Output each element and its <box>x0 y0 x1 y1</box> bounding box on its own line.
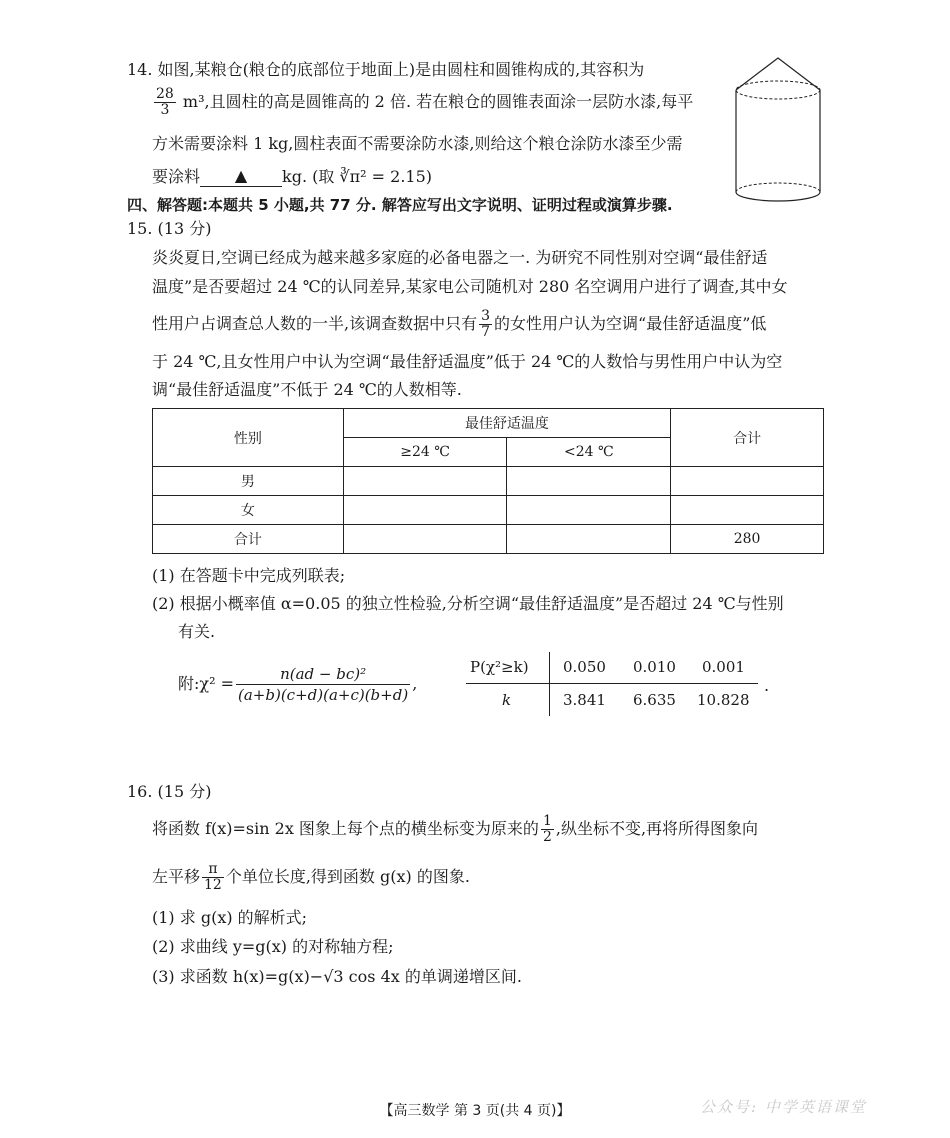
p-value-3: 0.001 <box>702 658 745 676</box>
q14-line2: $\frac{28}{3}$ m³,且圆柱的高是圆锥高的 2 倍. 若在粮仓的圆锥表面涂一层防水漆,每平 <box>156 86 694 118</box>
table-cell <box>671 496 824 525</box>
q15-paragraph-1: 炎炎夏日,空调已经成为越来越多家庭的必备电器之一. 为研究不同性别对空调“最佳舒适 <box>152 248 768 267</box>
k-value-2: 6.635 <box>633 691 676 709</box>
appendix-formula: 附:χ² = $\frac{\text{n(ad − bc)²}}{(a+b)(c+d)(a+c)(b+d)}$ , <box>178 665 418 704</box>
q16-fraction-half: $\frac{1}{2}$ <box>542 813 552 845</box>
table-cell <box>343 525 507 554</box>
ptable-k-label: k <box>502 691 512 709</box>
q14-line4: 要涂料 ▲ kg. (取 ∛π² = 2.15) <box>152 166 433 186</box>
q15-sub2-cont: 有关. <box>178 622 216 641</box>
q15-header: 15. (13 分) <box>127 219 212 238</box>
q16-sub2: (2) 求曲线 y=g(x) 的对称轴方程; <box>152 937 394 956</box>
table-cell <box>507 525 671 554</box>
q16-paragraph-1: 将函数 f(x)=sin 2x 图象上每个点的横坐标变为原来的 $\frac{1}{2}$ ,纵坐标不变,再将所得图象向 <box>152 813 759 845</box>
table-cell <box>343 496 507 525</box>
p-value-1: 0.050 <box>563 658 606 676</box>
table-row <box>153 496 824 525</box>
q16-paragraph-2: 左平移 $\frac{\pi}{12}$ 个单位长度,得到函数 g(x) 的图象. <box>152 861 470 893</box>
q15-fraction: $\frac{3}{7}$ <box>481 308 491 340</box>
q14-line1: 14. 如图,某粮仓(粮仓的底部位于地面上)是由圆柱和圆锥构成的,其容积为 <box>127 60 645 79</box>
ptable-hline <box>466 683 758 684</box>
header-ge-24: ≥24 ℃ <box>343 438 507 467</box>
header-gender: 性别 <box>153 409 344 467</box>
contingency-table <box>152 408 824 554</box>
q16-sub1: (1) 求 g(x) 的解析式; <box>152 908 308 927</box>
q15-paragraph-3: 性用户占调查总人数的一半,该调查数据中只有 $\frac{3}{7}$ 的女性用户认为空调“最佳舒适温度”低 <box>152 308 767 340</box>
q15-paragraph-4: 于 24 ℃,且女性用户中认为空调“最佳舒适温度”低于 24 ℃的人数恰与男性用户中认为空 <box>152 352 783 371</box>
p-value-2: 0.010 <box>633 658 676 676</box>
q15-paragraph-2: 温度”是否要超过 24 ℃的认同差异,某家电公司随机对 280 名空调用户进行了调查,其中女 <box>152 277 788 296</box>
q14-fraction: $\frac{28}{3}$ <box>156 86 174 118</box>
ptable-header: P(χ²≥k) <box>470 658 529 676</box>
q15-sub1: (1) 在答题卡中完成列联表; <box>152 566 346 585</box>
row-label-female: 女 <box>153 496 344 525</box>
total-value: 280 <box>671 525 824 554</box>
table-cell <box>507 467 671 496</box>
k-value-1: 3.841 <box>563 691 606 709</box>
k-value-3: 10.828 <box>697 691 750 709</box>
table-cell <box>671 467 824 496</box>
watermark: 公众号: 中学英语课堂 <box>700 1098 867 1116</box>
section-heading: 四、解答题:本题共 5 小题,共 77 分. 解答应写出文字说明、证明过程或演算步骤. <box>127 196 673 214</box>
q15-paragraph-5: 调“最佳舒适温度”不低于 24 ℃的人数相等. <box>152 380 462 399</box>
q16-sub3: (3) 求函数 h(x)=g(x)−√3 cos 4x 的单调递增区间. <box>152 967 522 986</box>
chi-square-fraction: $\frac{\text{n(ad − bc)²}}{(a+b)(c+d)(a+c)(b+d)}$ <box>238 665 409 704</box>
page-footer: 【高三数学 第 3 页(共 4 页)】 <box>379 1103 571 1119</box>
q15-sub2: (2) 根据小概率值 α=0.05 的独立性检验,分析空调“最佳舒适温度”是否超过 24 ℃与性别 <box>152 594 784 613</box>
table-cell <box>507 496 671 525</box>
table-cell <box>343 467 507 496</box>
row-label-male: 男 <box>153 467 344 496</box>
q14-line3: 方米需要涂料 1 kg,圆柱表面不需要涂防水漆,则给这个粮仓涂防水漆至少需 <box>152 134 683 153</box>
row-label-total: 合计 <box>153 525 344 554</box>
header-temperature: 最佳舒适温度 <box>343 409 671 438</box>
table-row <box>153 525 824 554</box>
ptable-vline <box>549 652 550 716</box>
q16-fraction-pi: $\frac{\pi}{12}$ <box>204 861 222 893</box>
header-lt-24: <24 ℃ <box>507 438 671 467</box>
answer-blank: ▲ <box>200 166 282 187</box>
ptable-period: . <box>764 676 770 695</box>
table-row <box>153 467 824 496</box>
q16-header: 16. (15 分) <box>127 782 212 801</box>
granary-figure <box>728 52 828 212</box>
header-total: 合计 <box>671 409 824 467</box>
